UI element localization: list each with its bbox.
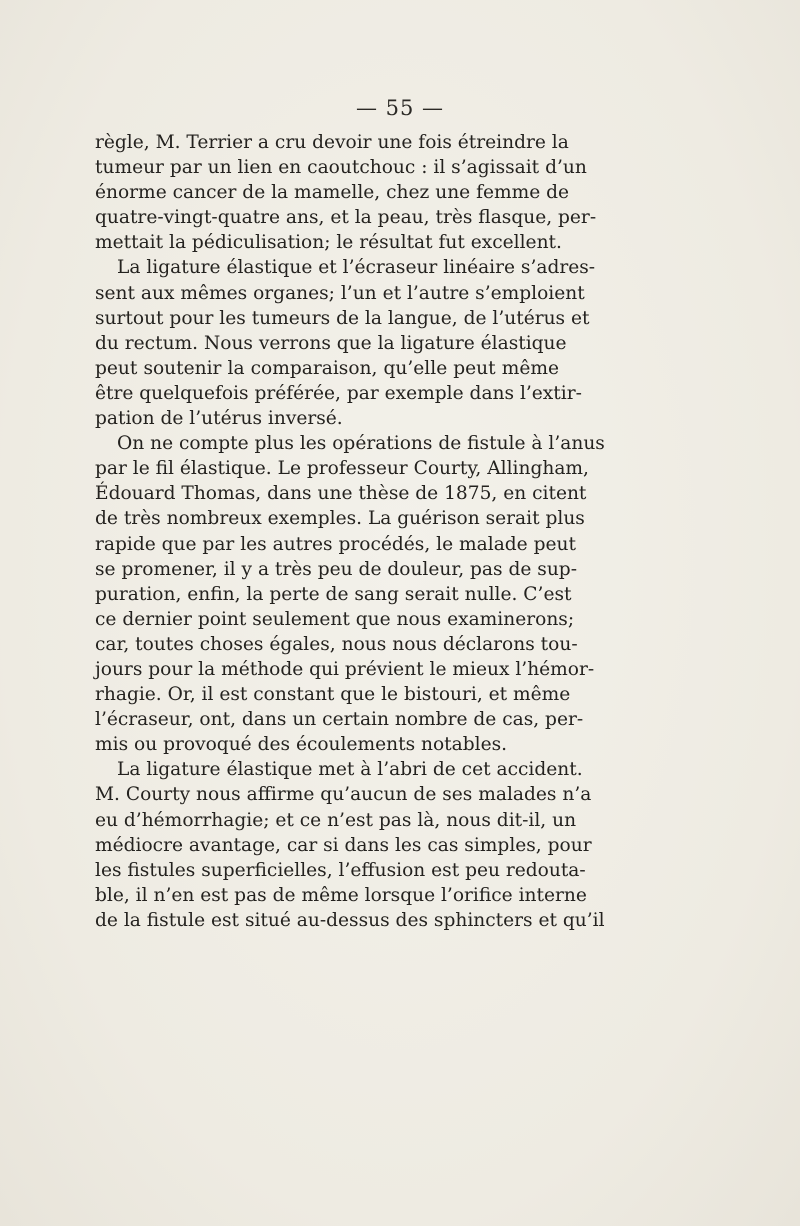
text-line: par le fil élastique. Le professeur Courty, Allingham, xyxy=(95,458,589,480)
text-line: ble, il n’en est pas de même lorsque l’orifice interne xyxy=(95,884,587,906)
page-number: — 55 — xyxy=(355,96,445,120)
text-line: être quelquefois préférée, par exemple dans l’extir- xyxy=(95,382,582,404)
text-line: de très nombreux exemples. La guérison serait plus xyxy=(95,508,585,530)
text-line: surtout pour les tumeurs de la langue, de l’utérus et xyxy=(95,307,590,329)
text-line: de la fistule est situé au-dessus des sphincters et qu’il xyxy=(95,909,605,931)
text-line: car, toutes choses égales, nous nous déclarons tou- xyxy=(95,633,578,655)
text-line: médiocre avantage, car si dans les cas simples, pour xyxy=(95,834,592,856)
text-line: l’écraseur, ont, dans un certain nombre de cas, per- xyxy=(95,709,584,731)
text-line: pation de l’utérus inversé. xyxy=(95,408,343,430)
text-line: quatre-vingt-quatre ans, et la peau, très flasque, per- xyxy=(95,207,597,229)
text-line: jours pour la méthode qui prévient le mieux l’hémor- xyxy=(95,658,595,680)
text-line: La ligature élastique et l’écraseur linéaire s’adres- xyxy=(117,257,596,279)
text-line: puration, enfin, la perte de sang serait nulle. C’est xyxy=(95,583,572,605)
text-line: rapide que par les autres procédés, le malade peut xyxy=(95,533,576,555)
text-line: eu d’hémorrhagie; et ce n’est pas là, nous dit-il, un xyxy=(95,809,577,831)
text-line: On ne compte plus les opérations de fistule à l’anus xyxy=(117,433,605,455)
text-line: règle, M. Terrier a cru devoir une fois étreindre la xyxy=(95,132,569,153)
body-text xyxy=(95,130,605,933)
text-line: ce dernier point seulement que nous examinerons; xyxy=(95,608,575,630)
text-line: M. Courty nous affirme qu’aucun de ses malades n’a xyxy=(95,784,592,806)
text-line: Édouard Thomas, dans une thèse de 1875, en citent xyxy=(95,483,587,505)
text-line: La ligature élastique met à l’abri de cet accident. xyxy=(117,759,583,781)
text-line: rhagie. Or, il est constant que le bistouri, et même xyxy=(95,684,571,706)
text-line: sent aux mêmes organes; l’un et l’autre s’emploient xyxy=(95,282,585,304)
text-line: du rectum. Nous verrons que la ligature élastique xyxy=(95,332,567,354)
text-line: énorme cancer de la mamelle, chez une femme de xyxy=(95,182,570,204)
text-line: mis ou provoqué des écoulements notables. xyxy=(95,734,508,756)
text-line: mettait la pédiculisation; le résultat fut excellent. xyxy=(95,232,562,254)
text-line: les fistules superficielles, l’effusion est peu redouta- xyxy=(95,859,586,881)
text-line: se promener, il y a très peu de douleur, pas de sup- xyxy=(95,558,577,580)
text-line: peut soutenir la comparaison, qu’elle peut même xyxy=(95,357,559,379)
text-line: tumeur par un lien en caoutchouc : il s’agissait d’un xyxy=(95,157,587,179)
